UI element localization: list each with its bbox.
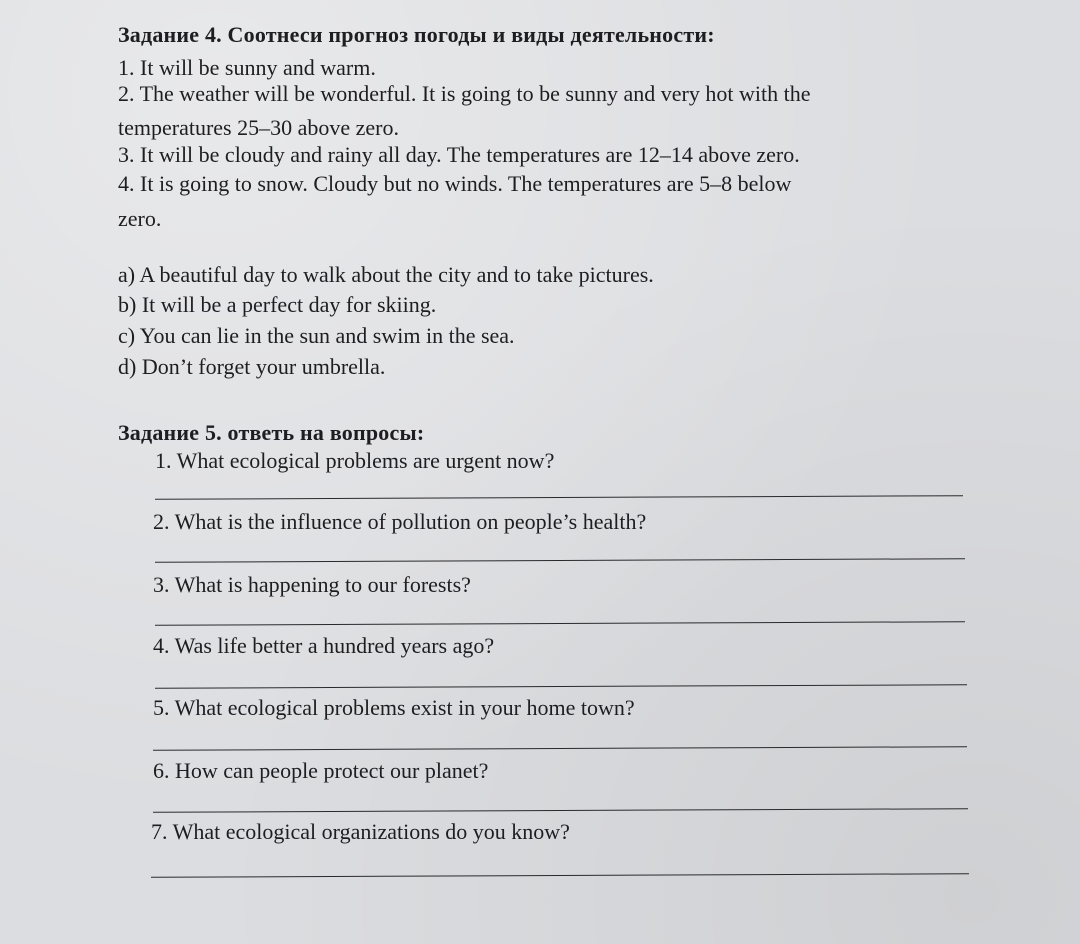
answer-line[interactable]	[153, 808, 968, 813]
forecast-line: 4. It is going to snow. Cloudy but no winds. The temperatures are 5–8 below	[118, 171, 792, 196]
forecast-line: 3. It will be cloudy and rainy all day. The temperatures are 12–14 above zero.	[118, 142, 800, 167]
answer-line[interactable]	[155, 684, 967, 689]
answer-line[interactable]	[155, 495, 963, 500]
question-line: 2. What is the influence of pollution on people’s health?	[153, 509, 647, 534]
activity-line: d) Don’t forget your umbrella.	[118, 354, 386, 379]
task4-heading: Задание 4. Соотнеси прогноз погоды и виды деятельности:	[118, 22, 715, 47]
answer-line[interactable]	[151, 873, 969, 878]
forecast-line: zero.	[118, 206, 162, 231]
activity-line: b) It will be a perfect day for skiing.	[118, 292, 437, 317]
question-line: 5. What ecological problems exist in your home town?	[153, 695, 635, 720]
forecast-line: temperatures 25–30 above zero.	[118, 115, 399, 140]
question-line: 7. What ecological organizations do you know?	[151, 819, 570, 844]
task5-heading: Задание 5. ответь на вопросы:	[118, 420, 425, 445]
answer-line[interactable]	[153, 746, 967, 751]
forecast-line: 1. It will be sunny and warm.	[118, 55, 376, 80]
forecast-line: 2. The weather will be wonderful. It is going to be sunny and very hot with the	[118, 81, 811, 106]
activity-line: a) A beautiful day to walk about the city and to take pictures.	[118, 262, 654, 287]
question-line: 1. What ecological problems are urgent now?	[155, 448, 555, 473]
activity-line: c) You can lie in the sun and swim in the sea.	[118, 323, 515, 348]
answer-line[interactable]	[155, 621, 965, 626]
question-line: 6. How can people protect our planet?	[153, 758, 489, 783]
question-line: 4. Was life better a hundred years ago?	[153, 633, 495, 658]
answer-line[interactable]	[155, 558, 965, 563]
question-line: 3. What is happening to our forests?	[153, 572, 471, 597]
